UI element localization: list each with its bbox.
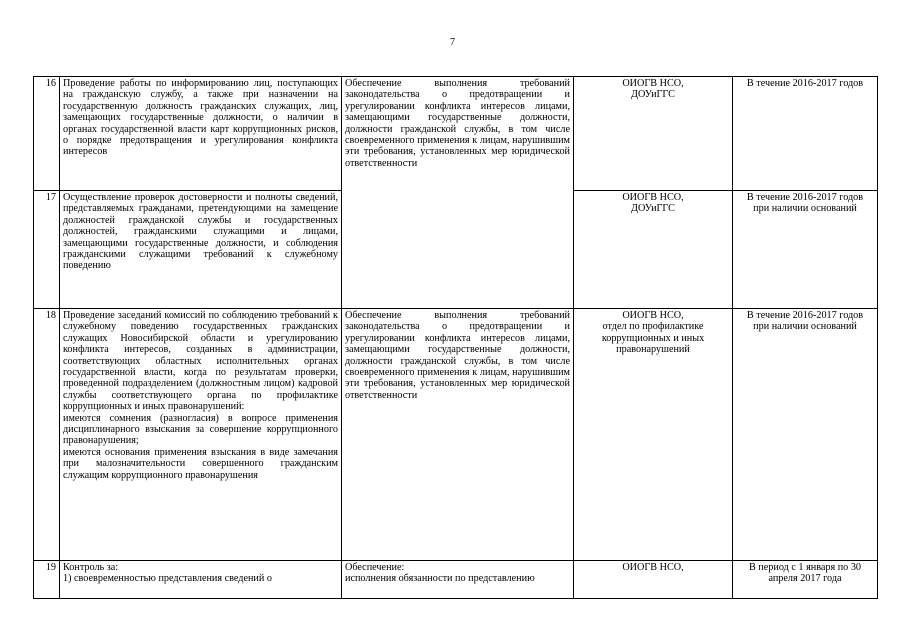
term-line: В течение 2016-2017 годов <box>746 192 864 203</box>
executor-line: коррупционных и иных <box>601 332 705 344</box>
row-number: 19 <box>34 561 60 599</box>
term-line: апреля 2017 года <box>768 573 842 585</box>
purpose-cell <box>342 561 574 599</box>
term-line: В период с 1 января по 30 <box>748 562 862 573</box>
page-number: 7 <box>450 37 455 48</box>
measure-text: Проведение заседаний комиссий по соблюдению требований к служебному поведению государственных гражданских служащих Новосибирской области и урегулированию конфликта интересов, созданных в администрации, соответствующих областных исполнительных органах государственной власти, когда по результатам проверки, проведенной подразделением (должностным лицом) кадровой службы соответствующего органа по профилактике коррупционных и иных правонарушений: <box>63 310 338 413</box>
executor-cell <box>574 191 733 309</box>
measure-cell <box>60 561 342 599</box>
executor-line: ОИОГВ НСО, <box>622 192 684 203</box>
term-line: при наличии оснований <box>753 203 857 215</box>
executor-cell <box>574 561 733 599</box>
measure-item: 1) своевременностью представления сведений о <box>63 573 272 585</box>
row-number: 18 <box>34 309 60 561</box>
table-row <box>34 77 878 191</box>
executor-cell <box>574 77 733 191</box>
purpose-text: Обеспечение: <box>345 562 405 573</box>
measures-table <box>33 76 878 599</box>
executor-cell <box>574 309 733 561</box>
executor-line: ОИОГВ НСО, <box>622 78 684 89</box>
purpose-cell: Обеспечение выполнения требований законодательства о предотвращении и урегулировании конфликта интересов лицами, замещающими государственные должности, должности гражданской службы, в том числе своевременного применения к лицам, нарушившим эти требования, установленных мер юридической ответственности <box>342 77 574 309</box>
measure-cell: Осуществление проверок достоверности и полноты сведений, представляемых гражданами, претендующими на замещение должностей гражданской службы и государственных должностей, гражданскими служащими и лицами, замещающими государственные должности, и соблюдения гражданскими служащими требований к служебному поведению <box>60 191 342 309</box>
purpose-item: исполнения обязанности по представлению <box>345 573 535 585</box>
term-line: В течение 2016-2017 годов <box>746 310 864 321</box>
executor-line: ДОУиГГС <box>631 89 675 101</box>
row-number: 17 <box>34 191 60 309</box>
table-row <box>34 561 878 599</box>
measure-cell <box>60 309 342 561</box>
executor-line: ОИОГВ НСО, <box>622 310 684 321</box>
term-line: В течение 2016-2017 годов <box>746 78 864 89</box>
term-line: при наличии оснований <box>753 321 857 333</box>
term-cell <box>733 77 878 191</box>
executor-line: ОИОГВ НСО, <box>622 562 684 573</box>
term-cell <box>733 309 878 561</box>
table-row <box>34 309 878 561</box>
executor-line: ДОУиГГС <box>631 203 675 215</box>
measure-item: имеются сомнения (разногласия) в вопросе применения дисциплинарного взыскания за совершение коррупционного правонарушения; <box>63 412 338 447</box>
executor-line: правонарушений <box>616 344 690 356</box>
row-number: 16 <box>34 77 60 191</box>
executor-line: отдел по профилактике <box>602 321 704 333</box>
purpose-cell: Обеспечение выполнения требований законодательства о предотвращении и урегулировании конфликта интересов лицами, замещающими государственные должности, должности гражданской службы, в том числе своевременного применения к лицам, нарушившим эти требования, установленных мер юридической ответственности <box>342 309 574 561</box>
term-cell <box>733 561 878 599</box>
measure-text: Контроль за: <box>63 562 119 573</box>
measure-cell: Проведение работы по информированию лиц, поступающих на гражданскую службу, а также при назначении на государственную должность гражданских служащих, лиц, замещающих государственные должности, о наличии в органах государственной власти карт коррупционных рисков, о порядке предотвращения и урегулирования конфликта интересов <box>60 77 342 191</box>
term-cell <box>733 191 878 309</box>
measure-item: имеются основания применения взыскания в виде замечания при малозначительности совершенного гражданским служащим коррупционного правонарушения <box>63 446 338 481</box>
